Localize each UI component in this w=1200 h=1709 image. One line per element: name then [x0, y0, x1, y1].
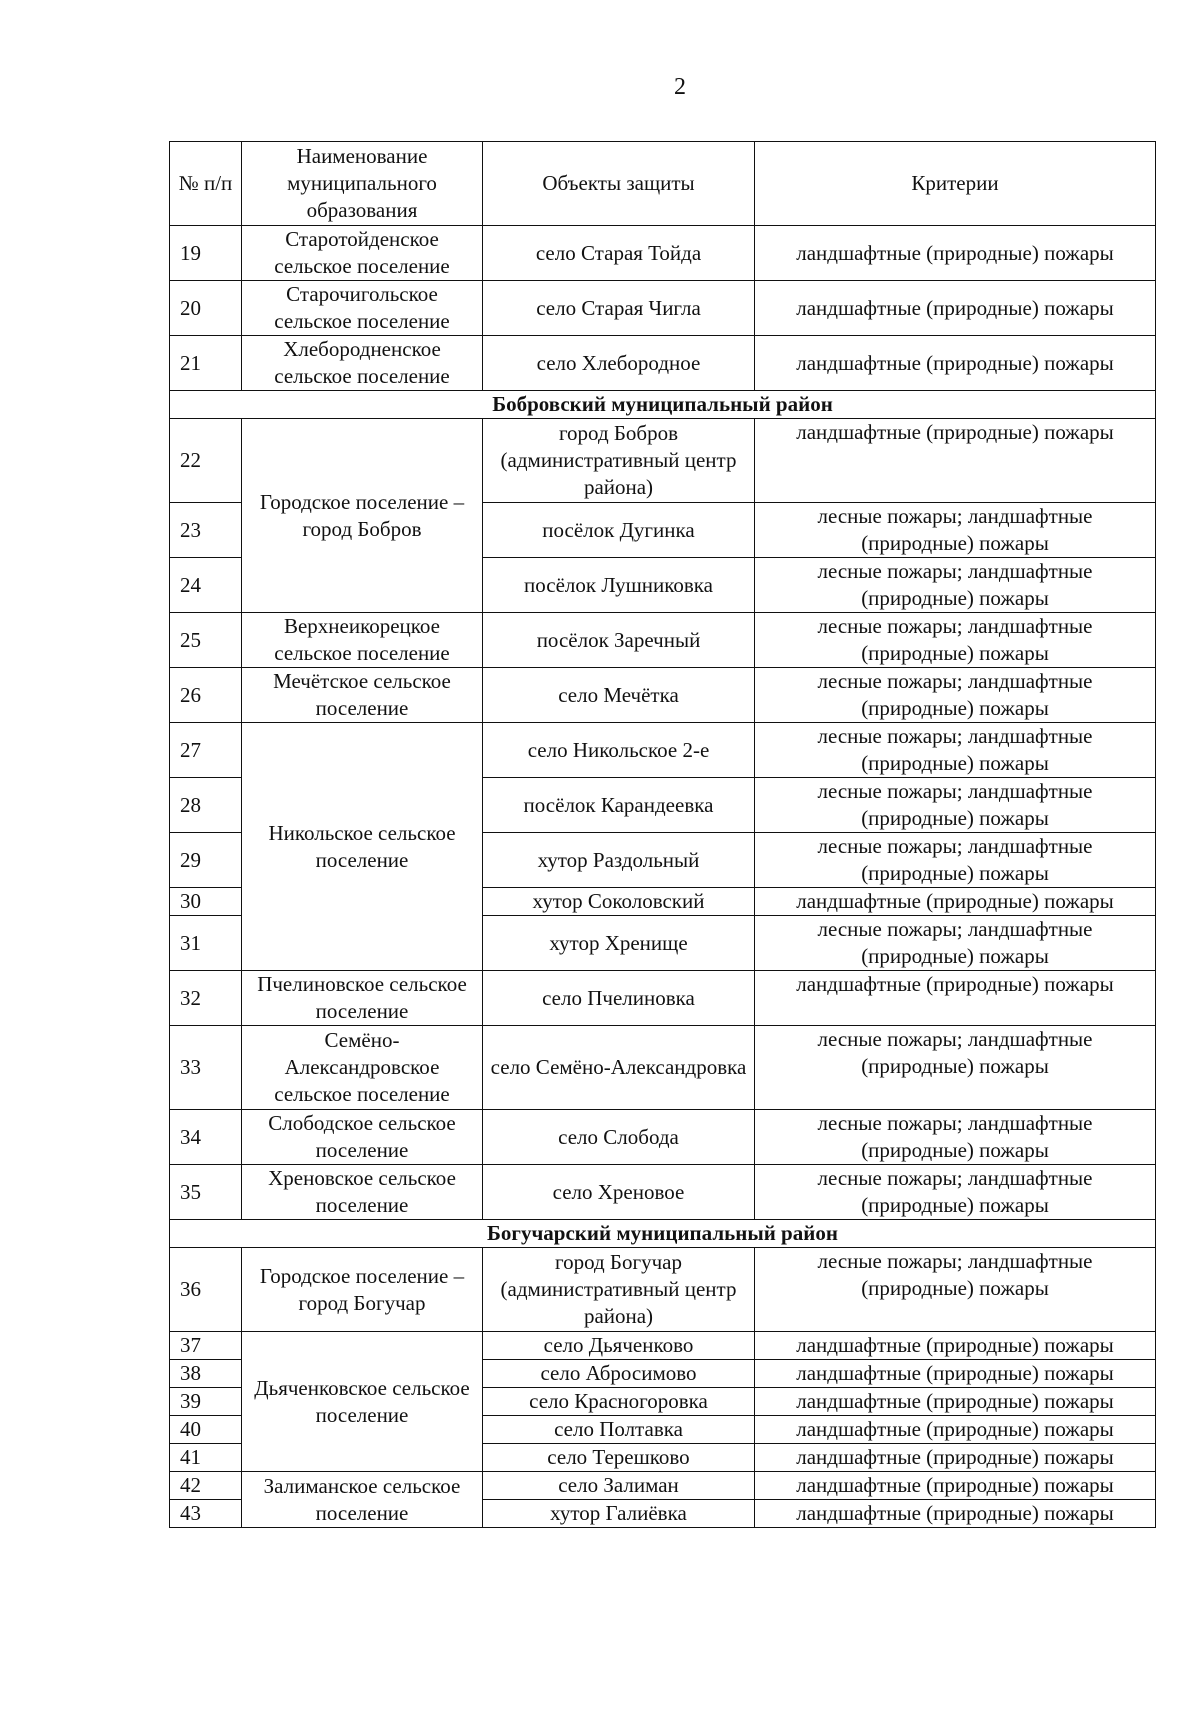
- table-row: [170, 1248, 1156, 1332]
- header-objects: Объекты защиты: [483, 142, 755, 226]
- table-row: [170, 613, 1156, 668]
- municipality-cell: Верхнеикорецкое сельское поселение: [242, 613, 483, 668]
- row-num: 32: [170, 971, 242, 1026]
- header-num: № п/п: [170, 142, 242, 226]
- criteria-cell: лесные пожары; ландшафтные (природные) пожары: [755, 613, 1156, 668]
- criteria-cell: ландшафтные (природные) пожары: [755, 971, 1156, 1026]
- criteria-cell: ландшафтные (природные) пожары: [755, 336, 1156, 391]
- criteria-cell: лесные пожары; ландшафтные (природные) пожары: [755, 668, 1156, 723]
- criteria-cell: ландшафтные (природные) пожары: [755, 1360, 1156, 1388]
- municipality-cell: Городское поселение – город Бобров: [242, 419, 483, 613]
- object-cell: село Залиман: [483, 1472, 755, 1500]
- criteria-cell: ландшафтные (природные) пожары: [755, 1416, 1156, 1444]
- row-num: 21: [170, 336, 242, 391]
- object-cell: село Дьяченково: [483, 1332, 755, 1360]
- header-criteria: Критерии: [755, 142, 1156, 226]
- header-municipality: Наименование муниципального образования: [242, 142, 483, 226]
- table-row: [170, 1472, 1156, 1500]
- table-row: [170, 419, 1156, 503]
- object-cell: село Хреновое: [483, 1165, 755, 1220]
- municipality-cell: Хлебородненское сельское поселение: [242, 336, 483, 391]
- row-num: 27: [170, 723, 242, 778]
- table-row: [170, 336, 1156, 391]
- row-num: 28: [170, 778, 242, 833]
- table-header-row: [170, 142, 1156, 226]
- row-num: 35: [170, 1165, 242, 1220]
- row-num: 25: [170, 613, 242, 668]
- protection-objects-table: [169, 141, 1156, 1528]
- object-cell: село Никольское 2-е: [483, 723, 755, 778]
- object-cell: село Мечётка: [483, 668, 755, 723]
- object-cell: город Богучар (административный центр района): [483, 1248, 755, 1332]
- row-num: 30: [170, 888, 242, 916]
- table-row: [170, 971, 1156, 1026]
- object-cell: село Полтавка: [483, 1416, 755, 1444]
- row-num: 38: [170, 1360, 242, 1388]
- object-cell: село Семёно-Александровка: [483, 1026, 755, 1110]
- section-title: Бобровский муниципальный район: [170, 391, 1156, 419]
- table-row: [170, 1026, 1156, 1110]
- object-cell: село Абросимово: [483, 1360, 755, 1388]
- object-cell: хутор Хренище: [483, 916, 755, 971]
- criteria-cell: лесные пожары; ландшафтные (природные) пожары: [755, 778, 1156, 833]
- criteria-cell: ландшафтные (природные) пожары: [755, 1444, 1156, 1472]
- object-cell: город Бобров (административный центр района): [483, 419, 755, 503]
- criteria-cell: ландшафтные (природные) пожары: [755, 888, 1156, 916]
- object-cell: село Слобода: [483, 1110, 755, 1165]
- criteria-cell: ландшафтные (природные) пожары: [755, 1500, 1156, 1528]
- criteria-cell: лесные пожары; ландшафтные (природные) пожары: [755, 916, 1156, 971]
- object-cell: хутор Раздольный: [483, 833, 755, 888]
- criteria-cell: лесные пожары; ландшафтные (природные) пожары: [755, 833, 1156, 888]
- municipality-cell: Старотойденское сельское поселение: [242, 226, 483, 281]
- row-num: 33: [170, 1026, 242, 1110]
- row-num: 23: [170, 503, 242, 558]
- row-num: 36: [170, 1248, 242, 1332]
- row-num: 19: [170, 226, 242, 281]
- object-cell: посёлок Дугинка: [483, 503, 755, 558]
- municipality-cell: Хреновское сельское поселение: [242, 1165, 483, 1220]
- municipality-cell: Старочигольское сельское поселение: [242, 281, 483, 336]
- municipality-cell: Залиманское сельское поселение: [242, 1472, 483, 1528]
- table-row: [170, 1165, 1156, 1220]
- municipality-cell: Городское поселение – город Богучар: [242, 1248, 483, 1332]
- table-row: [170, 281, 1156, 336]
- object-cell: хутор Соколовский: [483, 888, 755, 916]
- row-num: 20: [170, 281, 242, 336]
- object-cell: село Пчелиновка: [483, 971, 755, 1026]
- row-num: 41: [170, 1444, 242, 1472]
- municipality-cell: Никольское сельское поселение: [242, 723, 483, 971]
- table-row: [170, 1110, 1156, 1165]
- page-number: 2: [674, 74, 686, 100]
- object-cell: посёлок Заречный: [483, 613, 755, 668]
- object-cell: хутор Галиёвка: [483, 1500, 755, 1528]
- object-cell: село Старая Тойда: [483, 226, 755, 281]
- criteria-cell: ландшафтные (природные) пожары: [755, 1472, 1156, 1500]
- municipality-cell: Дьяченковское сельское поселение: [242, 1332, 483, 1472]
- row-num: 40: [170, 1416, 242, 1444]
- municipality-cell: Пчелиновское сельское поселение: [242, 971, 483, 1026]
- criteria-cell: лесные пожары; ландшафтные (природные) пожары: [755, 1165, 1156, 1220]
- row-num: 24: [170, 558, 242, 613]
- criteria-cell: лесные пожары; ландшафтные (природные) пожары: [755, 1110, 1156, 1165]
- row-num: 34: [170, 1110, 242, 1165]
- criteria-cell: ландшафтные (природные) пожары: [755, 1388, 1156, 1416]
- row-num: 42: [170, 1472, 242, 1500]
- row-num: 29: [170, 833, 242, 888]
- row-num: 37: [170, 1332, 242, 1360]
- municipality-cell: Слободское сельское поселение: [242, 1110, 483, 1165]
- table-row: [170, 668, 1156, 723]
- row-num: 39: [170, 1388, 242, 1416]
- object-cell: село Старая Чигла: [483, 281, 755, 336]
- criteria-cell: лесные пожары; ландшафтные (природные) пожары: [755, 1026, 1156, 1110]
- criteria-cell: лесные пожары; ландшафтные (природные) пожары: [755, 503, 1156, 558]
- criteria-cell: лесные пожары; ландшафтные (природные) пожары: [755, 723, 1156, 778]
- object-cell: посёлок Карандеевка: [483, 778, 755, 833]
- row-num: 22: [170, 419, 242, 503]
- section-row-boguchar: [170, 1220, 1156, 1248]
- row-num: 26: [170, 668, 242, 723]
- criteria-cell: ландшафтные (природные) пожары: [755, 419, 1156, 503]
- criteria-cell: лесные пожары; ландшафтные (природные) пожары: [755, 1248, 1156, 1332]
- row-num: 31: [170, 916, 242, 971]
- object-cell: село Терешково: [483, 1444, 755, 1472]
- table-row: [170, 1332, 1156, 1360]
- object-cell: село Хлебородное: [483, 336, 755, 391]
- table-row: [170, 723, 1156, 778]
- object-cell: село Красногоровка: [483, 1388, 755, 1416]
- table-row: [170, 226, 1156, 281]
- object-cell: посёлок Лушниковка: [483, 558, 755, 613]
- row-num: 43: [170, 1500, 242, 1528]
- criteria-cell: лесные пожары; ландшафтные (природные) пожары: [755, 558, 1156, 613]
- criteria-cell: ландшафтные (природные) пожары: [755, 1332, 1156, 1360]
- municipality-cell: Мечётское сельское поселение: [242, 668, 483, 723]
- criteria-cell: ландшафтные (природные) пожары: [755, 281, 1156, 336]
- criteria-cell: ландшафтные (природные) пожары: [755, 226, 1156, 281]
- municipality-cell: Семёно-Александровское сельское поселение: [242, 1026, 483, 1110]
- section-title: Богучарский муниципальный район: [170, 1220, 1156, 1248]
- section-row-bobrov: [170, 391, 1156, 419]
